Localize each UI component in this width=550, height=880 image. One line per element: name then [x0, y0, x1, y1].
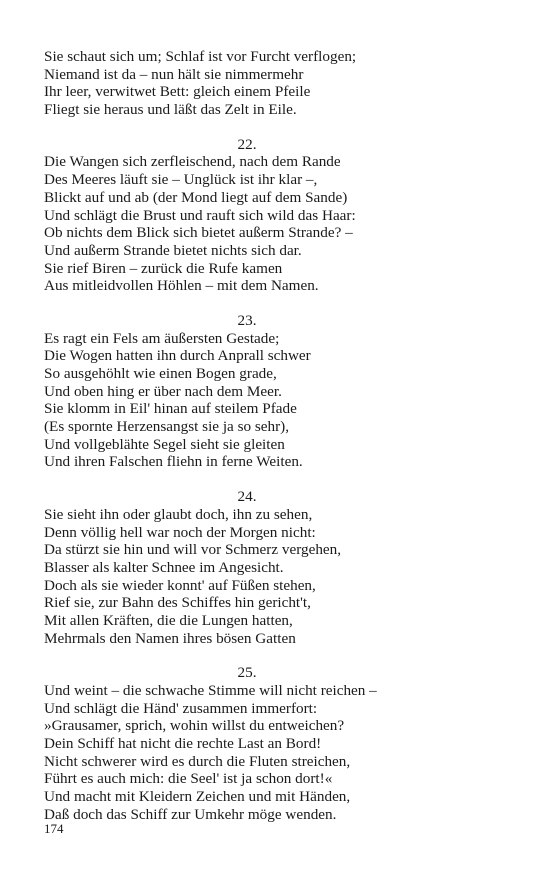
verse-line: Ob nichts dem Blick sich bietet außerm Strande? –: [44, 224, 353, 242]
verse-line: Dein Schiff hat nicht die rechte Last an Bord!: [44, 735, 322, 753]
stanza-number: 22.: [237, 135, 257, 153]
verse-line: Und vollgeblähte Segel sieht sie gleiten: [44, 435, 285, 453]
verse-line: Nicht schwerer wird es durch die Fluten streichen,: [44, 752, 351, 770]
stanza-23: [44, 312, 514, 471]
verse-line: Denn völlig hell war noch der Morgen nicht:: [44, 523, 316, 541]
verse-line: Und oben hing er über nach dem Meer.: [44, 382, 282, 400]
verse-line: Und schlägt die Händ' zusammen immerfort:: [44, 699, 318, 717]
verse-line: Sie sieht ihn oder glaubt doch, ihn zu sehen,: [44, 505, 313, 523]
verse-line: Sie rief Biren – zurück die Rufe kamen: [44, 259, 283, 277]
verse-line: Sie schaut sich um; Schlaf ist vor Furcht verflogen;: [44, 48, 357, 65]
verse-line: Und ihren Falschen fliehn in ferne Weiten.: [44, 453, 303, 471]
stanza-number: 23.: [237, 311, 257, 329]
verse-line: Doch als sie wieder konnt' auf Füßen stehen,: [44, 576, 316, 594]
verse-line: Blickt auf und ab (der Mond liegt auf dem Sande): [44, 188, 348, 206]
verse-line: Da stürzt sie hin und will vor Schmerz vergehen,: [44, 541, 342, 559]
verse-line: Blasser als kalter Schnee im Angesicht.: [44, 558, 284, 576]
verse-line: Ihr leer, verwitwet Bett: gleich einem Pfeile: [44, 83, 311, 101]
verse-line: Sie klomm in Eil' hinan auf steilem Pfade: [44, 400, 297, 418]
stanza-number: 24.: [237, 488, 257, 506]
verse-line: Und außerm Strande bietet nichts sich dar.: [44, 241, 302, 259]
verse-line: Und schlägt die Brust und rauft sich wild das Haar:: [44, 206, 356, 224]
verse-line: Und macht mit Kleidern Zeichen und mit Händen,: [44, 788, 351, 806]
verse-line: (Es spornte Herzensangst sie ja so sehr),: [44, 418, 290, 436]
verse-line: Des Meeres läuft sie – Unglück ist ihr klar –,: [44, 171, 318, 189]
verse-line: Mit allen Kräften, die die Lungen hatten,: [44, 611, 293, 629]
stanza-25: [44, 664, 514, 823]
verse-line: So ausgehöhlt wie einen Bogen grade,: [44, 365, 277, 382]
verse-line: Und weint – die schwache Stimme will nicht reichen –: [44, 682, 377, 699]
verse-line: Führt es auch mich: die Seel' ist ja schon dort!«: [44, 770, 333, 788]
verse-line: Aus mitleidvollen Höhlen – mit dem Namen.: [44, 277, 319, 295]
verse-line: Die Wangen sich zerfleischend, nach dem Rande: [44, 153, 341, 171]
verse-line: Fliegt sie heraus und läßt das Zelt in Eile.: [44, 101, 297, 119]
verse-line: Rief sie, zur Bahn des Schiffes hin gericht't,: [44, 594, 311, 612]
verse-line: Es ragt ein Fels am äußersten Gestade;: [44, 329, 280, 347]
verse-line: Daß doch das Schiff zur Umkehr möge wenden.: [44, 805, 337, 823]
stanza-21-continuation: [44, 48, 514, 119]
stanza-22: [44, 136, 514, 295]
verse-line: Die Wogen hatten ihn durch Anprall schwer: [44, 347, 311, 365]
verse-line: Mehrmals den Namen ihres bösen Gatten: [44, 629, 296, 647]
page-number: 174: [44, 821, 64, 836]
stanza-number: 25.: [237, 664, 257, 682]
verse-line: »Grausamer, sprich, wohin willst du entweichen?: [44, 717, 345, 735]
stanza-24: [44, 488, 514, 647]
verse-line: Niemand ist da – nun hält sie nimmermehr: [44, 65, 304, 83]
poem-page: [44, 48, 514, 824]
